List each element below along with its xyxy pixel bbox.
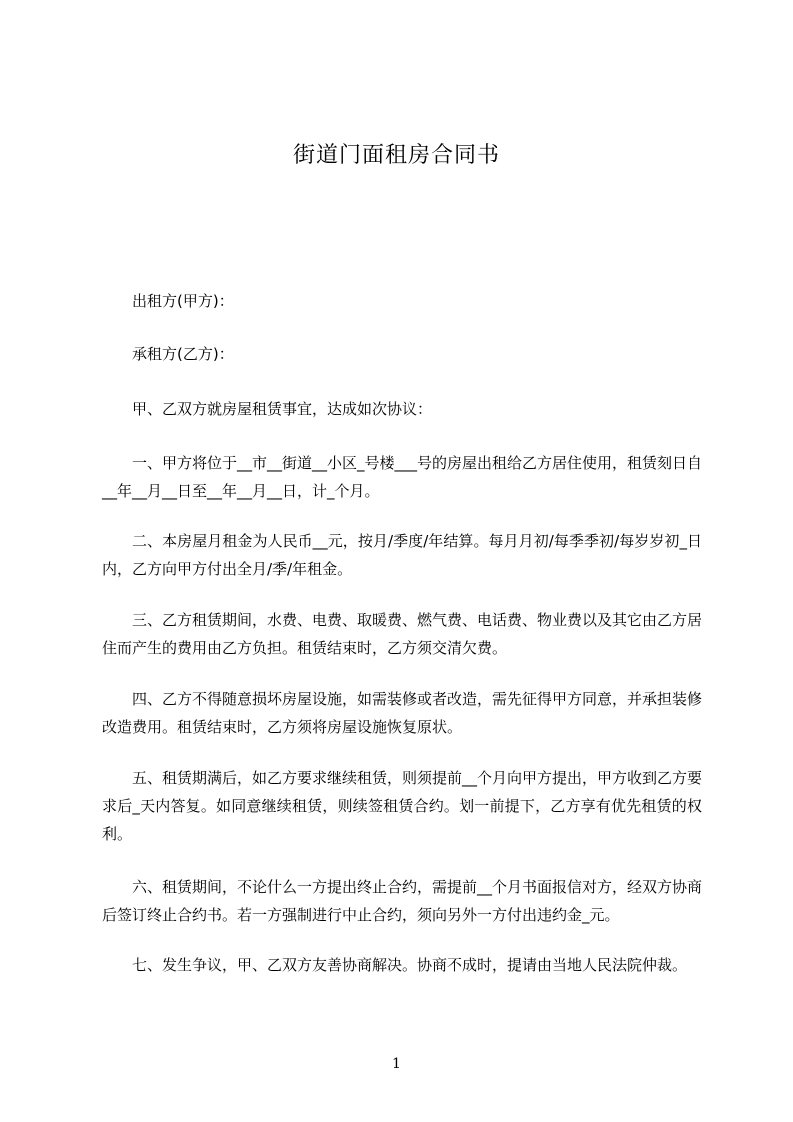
clause-2: 二、本房屋月租金为人民币__元，按月/季度/年结算。每月月初/每季季初/每岁岁初_日内，乙方向甲方付出全月/季/年租金。 <box>102 532 702 578</box>
party-a-line: 出租方(甲方)： <box>132 292 234 310</box>
clause-5: 五、租赁期满后，如乙方要求继续租赁，则须提前__个月向甲方提出，甲方收到乙方要求后_天内答复。如同意继续租赁，则续签租赁合约。划一前提下，乙方享有优先租赁的权利。 <box>102 769 703 843</box>
intro-paragraph: 甲、乙双方就房屋租赁事宜，达成如次协议： <box>132 400 433 418</box>
clause-3: 三、乙方租赁期间，水费、电费、取暖费、燃气费、电话费、物业费以及其它由乙方居住而产生的费用由乙方负担。租赁结束时，乙方须交清欠费。 <box>102 611 703 657</box>
party-b-line: 承租方(乙方)： <box>132 345 234 363</box>
document-title: 街道门面租房合同书 <box>292 143 500 168</box>
page-number: 1 <box>392 1056 401 1072</box>
clause-1: 一、甲方将位于__市__街道__小区_号楼___号的房屋出租给乙方居住使用，租赁刻日自__年__月__日至__年__月__日，计_个月。 <box>102 454 703 500</box>
clause-6: 六、租赁期间，不论什么一方提出终止合约，需提前__个月书面报信对方，经双方协商后签订终止合约书。若一方强制进行中止合约，须向另外一方付出违约金_元。 <box>102 878 703 924</box>
clause-7: 七、发生争议，甲、乙双方友善协商解决。协商不成时，提请由当地人民法院仲裁。 <box>132 956 688 974</box>
clause-4: 四、乙方不得随意损坏房屋设施，如需装修或者改造，需先征得甲方同意，并承担装修改造费用。租赁结束时，乙方须将房屋设施恢复原状。 <box>102 690 703 736</box>
